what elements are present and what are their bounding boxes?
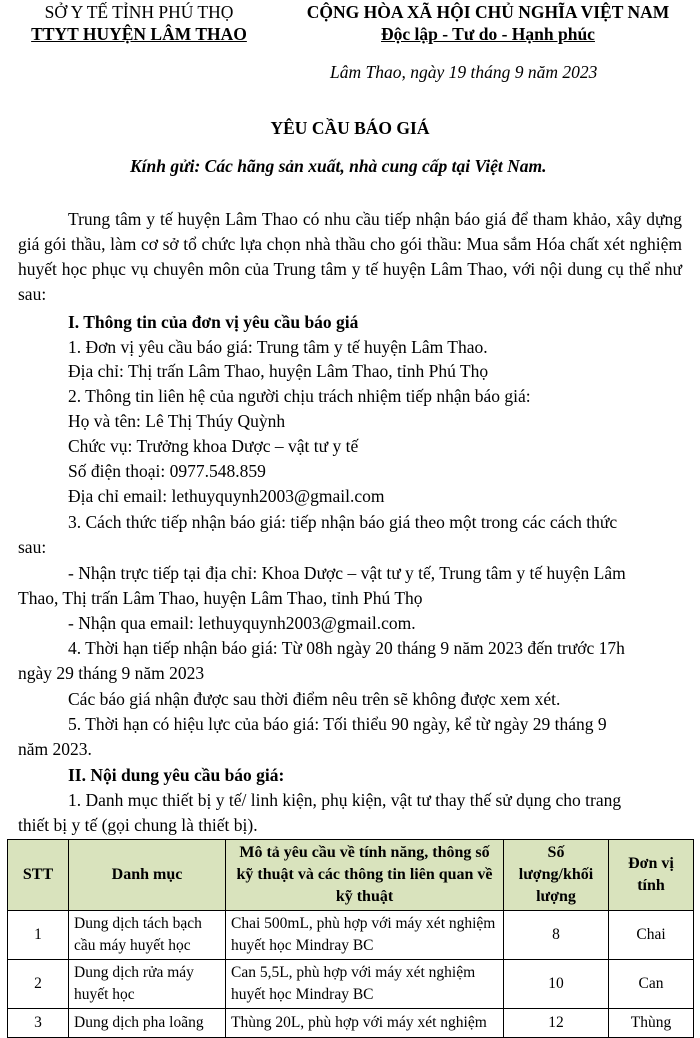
contact-heading: 2. Thông tin liên hệ của người chịu trách nhiệm tiếp nhận báo giá: [68, 386, 531, 406]
row-description: Thùng 20L, phù hợp với máy xét nghiệm [226, 1009, 504, 1038]
equipment-list-intro-cont: thiết bị y tế (gọi chung là thiết bị). [18, 815, 258, 835]
late-note: Các báo giá nhận được sau thời điểm nêu trên sẽ không được xem xét. [68, 689, 561, 709]
date-line: Lâm Thao, ngày 19 tháng 9 năm 2023 [330, 62, 598, 82]
unit-info: 1. Đơn vị yêu cầu báo giá: Trung tâm y tế huyện Lâm Thao. [68, 337, 488, 357]
row-quantity: 8 [504, 911, 609, 960]
deadline-cont: ngày 29 tháng 9 năm 2023 [18, 663, 205, 683]
receive-direct: - Nhận trực tiếp tại địa chỉ: Khoa Dược – vật tư y tế, Trung tâm y tế huyện Lâm [68, 563, 626, 583]
document-title: YÊU CẦU BÁO GIÁ [270, 118, 430, 138]
row-stt: 3 [8, 1009, 69, 1038]
contact-phone: Số điện thoại: 0977.548.859 [68, 461, 266, 481]
unit-address: Địa chỉ: Thị trấn Lâm Thao, huyện Lâm Thao, tỉnh Phú Thọ [68, 361, 489, 381]
quote-table [7, 839, 694, 1038]
row-description: Chai 500mL, phù hợp với máy xét nghiệm huyết học Mindray BC [226, 911, 504, 960]
intro-paragraph: Trung tâm y tế huyện Lâm Thao có nhu cầu tiếp nhận báo giá để tham khảo, xây dựng giá gói thầu, làm cơ sở tổ chức lựa chọn nhà thầu cho gói thầu: Mua sắm Hóa chất xét nghiệm huyết học phục vụ chuyên môn của Trung tâm y tế huyện Lâm Thao, với nội dung cụ thể như sau: [18, 209, 682, 304]
receive-method: 3. Cách thức tiếp nhận báo giá: tiếp nhận báo giá theo một trong các cách thức [68, 512, 618, 532]
motto: Độc lập - Tư do - Hạnh phúc [381, 24, 595, 44]
receive-email: - Nhận qua email: lethuyquynh2003@gmail.com. [68, 613, 416, 633]
row-stt: 2 [8, 960, 69, 1009]
header-unit: Đơn vị tính [609, 840, 694, 911]
row-quantity: 10 [504, 960, 609, 1009]
center-name: TTYT HUYỆN LÂM THAO [31, 24, 247, 44]
section2-heading: II. Nội dung yêu cầu báo giá: [68, 765, 285, 785]
equipment-list-intro: 1. Danh mục thiết bị y tế/ linh kiện, phụ kiện, vật tư thay thế sử dụng cho trang [68, 790, 622, 810]
row-quantity: 12 [504, 1009, 609, 1038]
section1-heading: I. Thông tin của đơn vị yêu cầu báo giá [68, 312, 359, 332]
country-name: CỘNG HÒA XÃ HỘI CHỦ NGHĨA VIỆT NAM [306, 2, 670, 22]
row-category: Dung dịch pha loãng [69, 1009, 226, 1038]
table-row [8, 1009, 694, 1038]
contact-name: Họ và tên: Lê Thị Thúy Quỳnh [68, 411, 286, 431]
table-row [8, 911, 694, 960]
row-description: Can 5,5L, phù hợp với máy xét nghiệm huyết học Mindray BC [226, 960, 504, 1009]
table-row [8, 960, 694, 1009]
ministry-name: SỞ Y TẾ TỈNH PHÚ THỌ [44, 2, 234, 22]
deadline: 4. Thời hạn tiếp nhận báo giá: Từ 08h ngày 20 tháng 9 năm 2023 đến trước 17h [68, 638, 625, 658]
validity-cont: năm 2023. [18, 739, 92, 759]
receive-direct-cont: Thao, Thị trấn Lâm Thao, huyện Lâm Thao, tỉnh Phú Thọ [18, 588, 423, 608]
row-stt: 1 [8, 911, 69, 960]
contact-position: Chức vụ: Trưởng khoa Dược – vật tư y tế [68, 436, 359, 456]
contact-email: Địa chỉ email: lethuyquynh2003@gmail.com [68, 486, 385, 506]
receive-method-cont: sau: [18, 537, 47, 557]
row-unit: Chai [609, 911, 694, 960]
header-stt: STT [8, 840, 69, 911]
row-unit: Thùng [609, 1009, 694, 1038]
row-category: Dung dịch rửa máy huyết học [69, 960, 226, 1009]
header-category: Danh mục [69, 840, 226, 911]
row-category: Dung dịch tách bạch cầu máy huyết học [69, 911, 226, 960]
validity: 5. Thời hạn có hiệu lực của báo giá: Tối thiểu 90 ngày, kể từ ngày 29 tháng 9 [68, 714, 607, 734]
row-unit: Can [609, 960, 694, 1009]
header-description: Mô tả yêu cầu về tính năng, thông số kỹ thuật và các thông tin liên quan về kỹ thuật [226, 840, 504, 911]
recipient: Kính gửi: Các hãng sản xuất, nhà cung cấp tại Việt Nam. [130, 156, 547, 176]
table-header-row [8, 840, 694, 911]
header-quantity: Số lượng/khối lượng [504, 840, 609, 911]
